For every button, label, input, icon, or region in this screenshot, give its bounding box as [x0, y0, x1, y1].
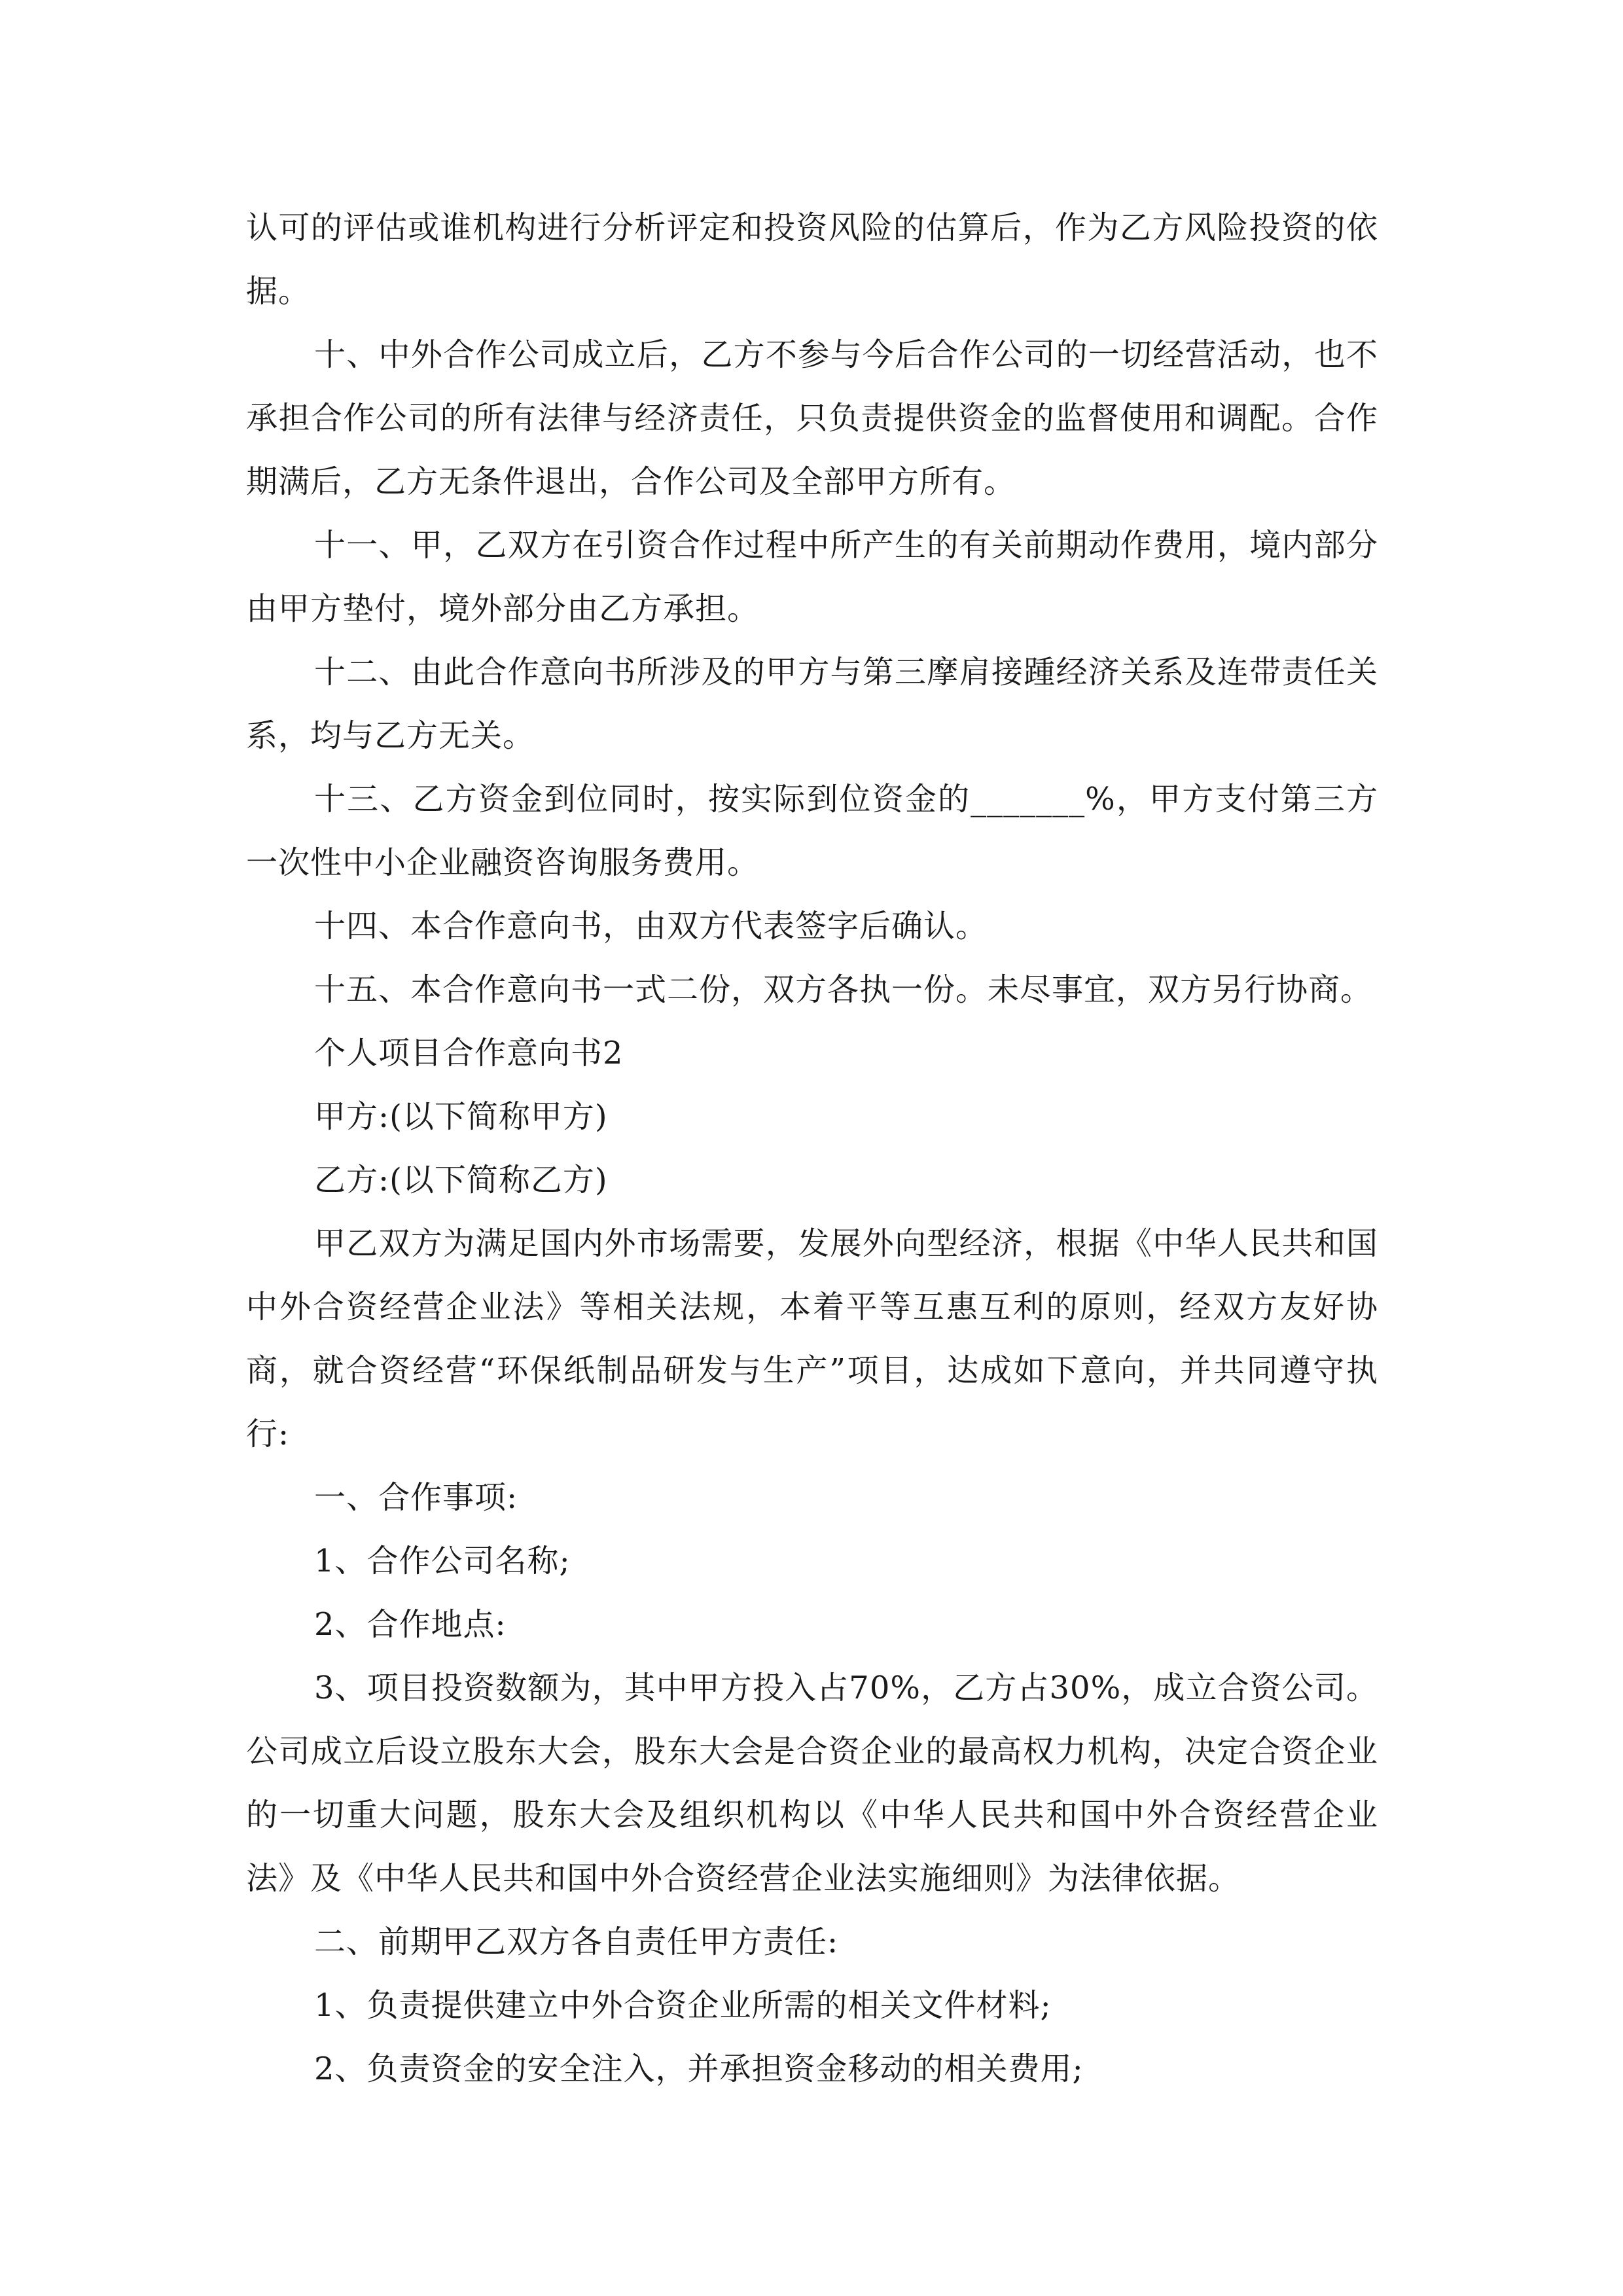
clause-12: 十二、由此合作意向书所涉及的甲方与第三摩肩接踵经济关系及连带责任关系，均与乙方无关。 [246, 654, 1378, 754]
clause-10: 十、中外合作公司成立后，乙方不参与今后合作公司的一切经营活动，也不承担合作公司的所有法律与经济责任，只负责提供资金的监督使用和调配。合作期满后，乙方无条件退出，合作公司及全部甲方所有。 [246, 336, 1378, 500]
clause-11: 十一、甲，乙双方在引资合作过程中所产生的有关前期动作费用，境内部分由甲方垫付，境外部分由乙方承担。 [246, 527, 1378, 627]
paragraph-continuation: 认可的评估或谁机构进行分析评定和投资风险的估算后，作为乙方风险投资的依据。 [246, 209, 1378, 310]
item-1-3: 3、项目投资数额为，其中甲方投入占70%，乙方占30%，成立合资公司。公司成立后设立股东大会，股东大会是合资企业的最高权力机构，决定合资企业的一切重大问题，股东大会及组织机构以《中华人民共和国中外合资经营企业法》及《中华人民共和国中外合资经营企业法实施细则》为法律依据。 [246, 1670, 1378, 1897]
item-1-1: 1、合作公司名称; [314, 1543, 571, 1579]
clause-15: 十五、本合作意向书一式二份，双方各执一份。未尽事宜，双方另行协商。 [314, 971, 1373, 1008]
clause-13: 十三、乙方资金到位同时，按实际到位资金的_______%，甲方支付第三方一次性中小企业融资咨询服务费用。 [246, 781, 1378, 881]
clause-14: 十四、本合作意向书，由双方代表签字后确认。 [314, 908, 988, 944]
section-heading: 个人项目合作意向书2 [314, 1035, 624, 1071]
item-1-heading: 一、合作事项: [314, 1479, 518, 1516]
item-2-heading: 二、前期甲乙双方各自责任甲方责任: [314, 1924, 839, 1960]
party-a: 甲方:(以下简称甲方) [314, 1098, 608, 1135]
preamble: 甲乙双方为满足国内外市场需要，发展外向型经济，根据《中华人民共和国中外合资经营企业法》等相关法规，本着平等互惠互利的原则，经双方友好协商，就合资经营“环保纸制品研发与生产”项目，达成如下意向，并共同遵守执行: [246, 1225, 1378, 1452]
party-b: 乙方:(以下简称乙方) [314, 1162, 608, 1198]
item-2-2: 2、负责资金的安全注入，并承担资金移动的相关费用; [314, 2051, 1084, 2087]
document-body [246, 196, 1378, 2101]
item-2-1: 1、负责提供建立中外合资企业所需的相关文件材料; [314, 1987, 1052, 2024]
item-1-2: 2、合作地点: [314, 1606, 507, 1643]
